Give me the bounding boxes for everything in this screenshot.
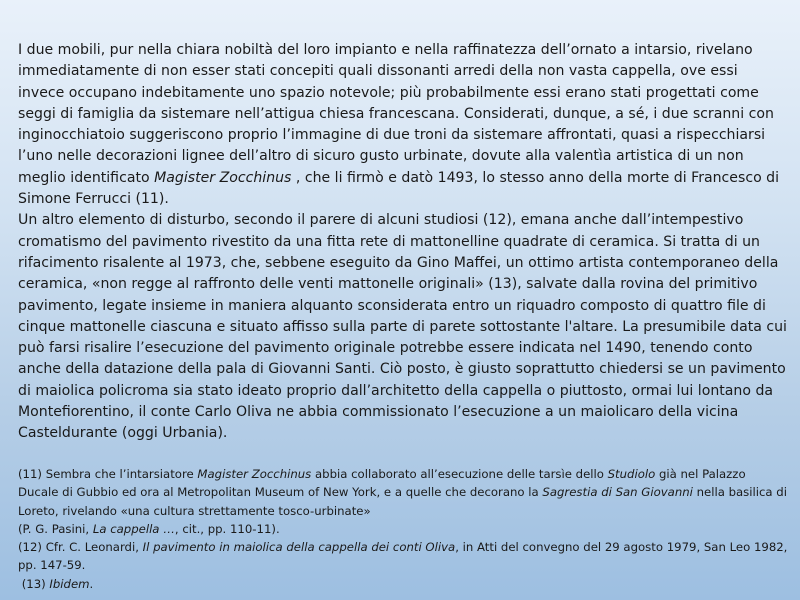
footnote-11-italic-c: Sagrestia di San Giovanni [542,485,693,500]
footnote-11-italic-b: Studiolo [607,467,656,481]
footnote-11-reference [18,520,788,538]
footnote-12 [18,538,788,575]
footnote-12-text-a: (12) Cfr. C. Leonardi, [18,540,143,555]
footnotes [18,465,788,593]
footnote-13-text-b: . [89,576,94,591]
main-text [18,40,788,445]
footnote-13 [18,575,788,593]
paragraph-2: Un altro elemento di disturbo, secondo il parere di alcuni studiosi (12), emana anche dall’intempestivo cromatismo del pavimento rivestito da una fitta rete di mattonelline quadrate di ceramica. Si tratta di un rifacimento risalente al 1973, che, sebbene eseguito da Gino Maffei, un ottimo artista contemporaneo della ceramica, «non regge al raffronto delle venti mattonelle originali» (13), salvate dalla rovina del primitivo pavimento, legate insieme in maniera alquanto sconsiderata entro un riquadro composto di quattro file di cinque mattonelle ciascuna e situato affisso sulla parte di parete sottostante l'altare. La presumibile data cui può farsi risalire l’esecuzione del pavimento originale potrebbe essere indicata nel 1490, tenendo conto anche della datazione della pala di Giovanni Santi. Ciò posto, è giusto soprattutto chiedersi se un pavimento di maiolica policroma sia stato ideato proprio dall’architetto della cappella o piuttosto, ormai lui lontano da Montefiorentino, il conte Carlo Oliva ne abbia commissionato l’esecuzione a un maiolicaro della vicina Casteldurante (oggi Urbania). [18,212,787,442]
paragraph-1-text-a: I due mobili, pur nella chiara nobiltà del loro impianto e nella raffinatezza dell’ornato a intarsio, rivelano immediatamente di non esser stati concepiti quali dissonanti arredi della non vasta cappella, ove essi invece occupano indebitamente uno spazio notevole; più probabilmente essi erano stati progettati come seggi di famiglia da sistemare nell’attigua chiesa francescana. Considerati, dunque, a sé, i due scranni con inginocchiatoio suggeriscono proprio l’immagine di due troni da sistemare affrontati, quasi a rispecchiarsi l’uno nelle decorazioni lignee dell’altro di sicuro gusto urbinate, dovute alla valentìa artistica di un non meglio identificato [18,42,774,186]
footnote-11-text-d: nella basilica di Loreto, rivelando «una cultura strettamente tosco-urbinate» [18,485,787,518]
footnote-11 [18,465,788,520]
footnote-11-ref-text-b: , cit., pp. 110-11). [174,521,280,536]
paragraph-1 [18,40,788,210]
footnote-11-ref-italic: La cappella … [92,521,175,536]
footnote-12-italic: Il pavimento in maiolica della cappella dei conti Oliva [142,540,456,555]
footnote-11-text-c: già nel Palazzo Ducale di Gubbio ed ora al Metropolitan Museum of New York, e a quelle che decorano la [18,467,746,500]
footnote-12-text-b: , in Atti del convegno del 29 agosto 1979, San Leo 1982, pp. 147-59. [18,540,788,573]
footnote-11-ref-text-a: (P. G. Pasini, [18,521,93,536]
footnote-13-text-a: (13) [18,576,50,591]
footnote-13-italic: Ibidem [49,576,90,591]
footnote-11-text-b: abbia collaborato all’esecuzione delle tarsìe dello [311,467,608,481]
artist-name: Magister Zocchinus [154,169,292,186]
footnote-11-text-a: (11) Sembra che l’intarsiatore [18,467,198,481]
footnote-11-italic-a: Magister Zocchinus [197,467,312,481]
paragraph-1-text-b: , che li firmò e datò 1493, lo stesso anno della morte di Francesco di Simone Ferrucci (11). [18,169,780,208]
